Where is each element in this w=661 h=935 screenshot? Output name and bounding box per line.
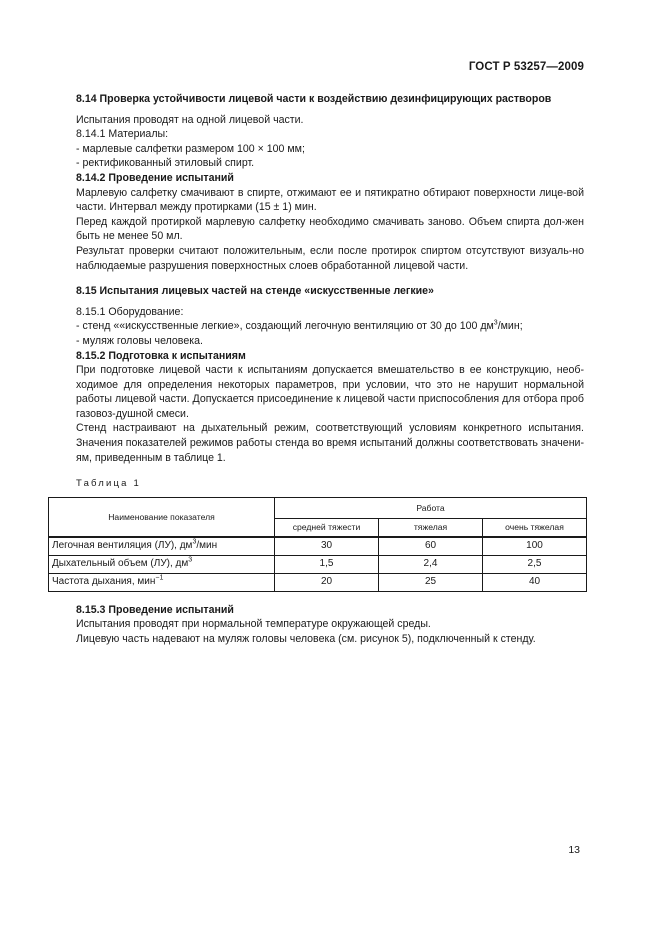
subsection-8-15-3-title: 8.15.3 Проведение испытаний <box>76 603 234 616</box>
column-header: тяжелая <box>379 518 483 537</box>
table-cell: 20 <box>275 573 379 591</box>
work-modes-table <box>48 497 587 592</box>
list-item: - ректификованный этиловый спирт. <box>76 157 255 170</box>
paragraph: Перед каждой протиркой марлевую салфетку необходимо смачивать заново. Объем спирта дол-жен быть не менее 50 мл. <box>76 215 584 243</box>
table-cell: 1,5 <box>275 555 379 573</box>
paragraph: 8.14.1 Материалы: <box>76 128 169 141</box>
column-header-indicator: Наименование показателя <box>49 497 275 537</box>
text: Легочная вентиляция (ЛУ), дм <box>52 540 193 552</box>
table-cell: 2,4 <box>379 555 483 573</box>
paragraph: При подготовке лицевой части к испытаниям допускается вмешательство в ее конструкцию, необ-ходимое для определения некоторых параметров, при условии, что это не нарушит нормальной работы лицевой части. Допускается присоединение к лицевой части приспособления для отбора проб газовоз-душной смеси. <box>76 364 584 420</box>
table-cell: 100 <box>483 537 587 556</box>
paragraph: Лицевую часть надевают на муляж головы человека (см. рисунок 5), подключенный к стенду. <box>76 633 536 646</box>
column-header-group: Работа <box>275 497 587 518</box>
row-label <box>49 537 275 556</box>
list-item <box>76 319 584 334</box>
table-caption: Таблица 1 <box>76 478 141 490</box>
superscript: 3 <box>493 319 498 327</box>
paragraph: Испытания проводят при нормальной температуре окружающей среды. <box>76 618 431 631</box>
text: Частота дыхания, мин <box>52 576 156 588</box>
table-row <box>49 537 587 556</box>
table-cell: 60 <box>379 537 483 556</box>
page-number: 13 <box>568 844 580 856</box>
table-cell: 30 <box>275 537 379 556</box>
text: Дыхательный объем (ЛУ), дм <box>52 558 189 570</box>
table-row <box>49 555 587 573</box>
superscript: −1 <box>155 574 164 582</box>
table-cell: 40 <box>483 573 587 591</box>
subsection-8-15-2-title: 8.15.2 Подготовка к испытаниям <box>76 349 246 362</box>
document-body <box>52 92 584 647</box>
row-label <box>49 555 275 573</box>
column-header: очень тяжелая <box>483 518 587 537</box>
table-row <box>49 573 587 591</box>
paragraph: 8.15.1 Оборудование: <box>76 305 184 318</box>
paragraph: Испытания проводят на одной лицевой части. <box>76 113 304 126</box>
text: /мин <box>196 540 218 552</box>
paragraph: Результат проверки считают положительным, если после протирок спиртом отсутствуют визуаль-но наблюдаемые разрушения поверхностных слоев обработанной лицевой части. <box>76 244 584 272</box>
section-8-14-title: 8.14 Проверка устойчивости лицевой части к воздействию дезинфицирующих растворов <box>76 93 552 105</box>
text: - стенд ««искусственные легкие», создающий легочную вентиляцию от 30 до 100 дм <box>76 320 494 333</box>
list-item: - муляж головы человека. <box>76 334 203 347</box>
table-cell: 2,5 <box>483 555 587 573</box>
table-cell: 25 <box>379 573 483 591</box>
superscript: 3 <box>188 556 193 564</box>
standard-code: ГОСТ Р 53257—2009 <box>468 61 584 73</box>
row-label <box>49 573 275 591</box>
superscript: 3 <box>192 538 197 546</box>
subsection-8-14-2-title: 8.14.2 Проведение испытаний <box>76 171 234 184</box>
paragraph: Стенд настраивают на дыхательный режим, соответствующий условиям конкретного испытания. Значения показателей режимов работы стенда во время испытаний должны соответствовать значени-ям, приведенным в таблице 1. <box>76 422 584 464</box>
section-8-15-title: 8.15 Испытания лицевых частей на стенде «искусственные легкие» <box>76 285 434 298</box>
list-item: - марлевые салфетки размером 100 × 100 мм; <box>76 142 305 155</box>
column-header: средней тяжести <box>275 518 379 537</box>
text: /мин; <box>497 320 523 333</box>
paragraph: Марлевую салфетку смачивают в спирте, отжимают ее и пятикратно обтирают поверхности лице-вой части. Интервал между протирками (15 ± 1) мин. <box>76 186 584 214</box>
